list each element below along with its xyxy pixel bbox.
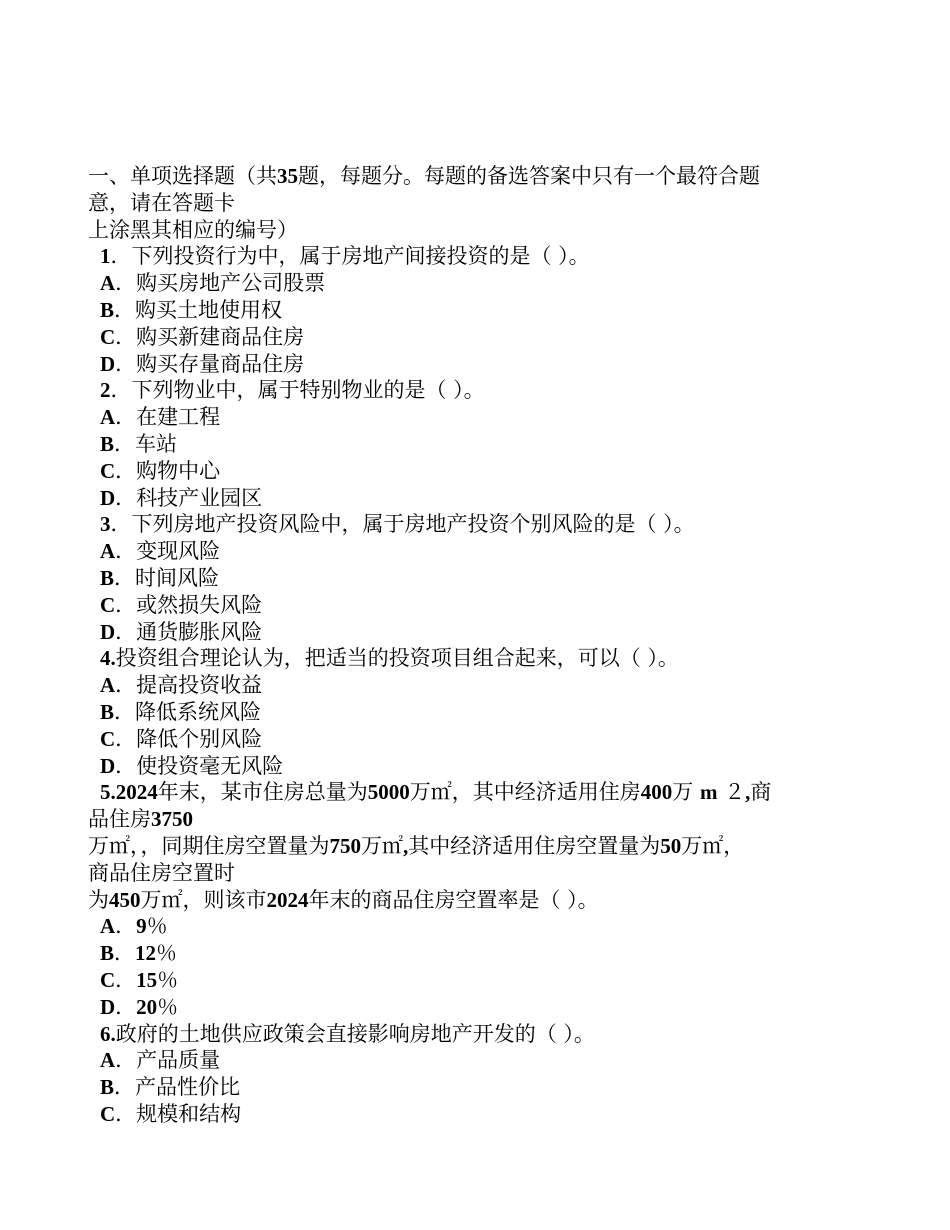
option-letter: B bbox=[100, 1075, 115, 1100]
number-value: 50 bbox=[660, 833, 682, 858]
option-text: 变现风险 bbox=[136, 539, 221, 564]
number-value: 400 bbox=[640, 780, 673, 805]
option-text: 降低个别风险 bbox=[136, 726, 263, 751]
option-letter: C bbox=[100, 726, 116, 751]
question-5-stem-line-5 bbox=[88, 887, 868, 914]
separator: ． bbox=[115, 539, 137, 564]
option-value: 15 bbox=[136, 967, 158, 992]
question-text: 为 bbox=[88, 887, 109, 912]
question-number: 1 bbox=[100, 244, 111, 269]
option-letter: D bbox=[100, 351, 116, 376]
question-1-option-a bbox=[88, 270, 868, 297]
option-letter: A bbox=[100, 1048, 116, 1073]
option-unit: ％ bbox=[157, 994, 179, 1019]
question-6-option-b bbox=[88, 1074, 868, 1101]
question-text: 万 bbox=[672, 780, 694, 805]
option-letter: A bbox=[100, 539, 116, 564]
question-5-option-b bbox=[88, 940, 868, 967]
separator: ． bbox=[115, 405, 137, 430]
option-text: 使投资毫无风险 bbox=[136, 753, 284, 778]
option-text: 或然损失风险 bbox=[136, 592, 263, 617]
option-letter: A bbox=[100, 673, 116, 698]
question-2-option-b bbox=[88, 431, 868, 458]
separator: ． bbox=[115, 619, 137, 644]
question-count: 35 bbox=[277, 164, 298, 188]
option-letter: B bbox=[100, 297, 115, 322]
question-2-option-d bbox=[88, 485, 868, 512]
number-value: 5000 bbox=[367, 780, 410, 805]
option-text: 通货膨胀风险 bbox=[136, 619, 263, 644]
option-letter: C bbox=[100, 592, 116, 617]
separator: ． bbox=[114, 565, 136, 590]
option-text: 规模和结构 bbox=[136, 1101, 242, 1126]
separator: ． bbox=[115, 1048, 137, 1073]
question-text: 政府的土地供应政策会直接影响房地产开发的（ ）。 bbox=[115, 1021, 595, 1046]
number-value: 2024 bbox=[266, 887, 309, 912]
question-text: 年末的商品住房空置率是（ ）。 bbox=[308, 887, 599, 912]
option-unit: ％ bbox=[146, 914, 168, 939]
option-value: 9 bbox=[136, 914, 147, 939]
option-letter: C bbox=[100, 324, 116, 349]
separator: ． bbox=[114, 1075, 136, 1100]
option-unit: ％ bbox=[157, 967, 179, 992]
question-number: 6. bbox=[100, 1021, 116, 1046]
question-text: 投资组合理论认为，把适当的投资项目组合起来，可以（ ）。 bbox=[115, 646, 679, 671]
punctuation: , bbox=[403, 833, 409, 858]
question-text: 下列物业中，属于特别物业的是（ ）。 bbox=[131, 378, 485, 403]
question-2-stem bbox=[88, 377, 868, 404]
option-letter: D bbox=[100, 485, 116, 510]
option-letter: A bbox=[100, 914, 116, 939]
question-1-stem bbox=[88, 243, 868, 270]
question-1-option-d bbox=[88, 351, 868, 378]
separator: ． bbox=[110, 378, 132, 403]
question-1-option-c bbox=[88, 324, 868, 351]
separator: ． bbox=[114, 941, 136, 966]
question-4-option-a bbox=[88, 672, 868, 699]
question-5-stem-line-1 bbox=[88, 779, 868, 806]
section-header-line-2: 意，请在答题卡 bbox=[88, 190, 235, 215]
question-text: 下列房地产投资风险中，属于房地产投资个别风险的是（ ）。 bbox=[131, 512, 695, 537]
question-6-option-c bbox=[88, 1101, 868, 1128]
option-letter: B bbox=[100, 565, 115, 590]
separator: ． bbox=[114, 297, 136, 322]
option-text: 购买土地使用权 bbox=[135, 297, 283, 322]
option-letter: B bbox=[100, 941, 115, 966]
question-text: 其中经济适用住房空置量为 bbox=[408, 833, 661, 858]
question-5-option-d bbox=[88, 994, 868, 1021]
question-4-option-c bbox=[88, 726, 868, 753]
question-number: 3 bbox=[100, 512, 111, 537]
separator: ． bbox=[115, 753, 137, 778]
question-text: 年末，某市住房总量为 bbox=[157, 780, 368, 805]
option-text: 产品质量 bbox=[136, 1048, 221, 1073]
option-letter: A bbox=[100, 271, 116, 296]
separator: ． bbox=[115, 458, 137, 483]
question-4-stem bbox=[88, 645, 868, 672]
option-unit: ％ bbox=[156, 941, 178, 966]
separator: ． bbox=[115, 967, 137, 992]
section-header-line-3: 上涂黑其相应的编号） bbox=[88, 217, 298, 242]
question-5-option-c bbox=[88, 967, 868, 994]
option-letter: C bbox=[100, 458, 116, 483]
option-value: 20 bbox=[136, 994, 158, 1019]
question-5-stem-line-2 bbox=[88, 806, 868, 833]
option-text: 购买新建商品住房 bbox=[136, 324, 305, 349]
question-text: 万㎡， bbox=[681, 833, 745, 858]
option-letter: B bbox=[100, 431, 115, 456]
option-letter: C bbox=[100, 967, 116, 992]
separator: ． bbox=[115, 271, 137, 296]
question-3-option-b bbox=[88, 565, 868, 592]
question-text: 下列投资行为中，属于房地产间接投资的是（ ）。 bbox=[131, 244, 590, 269]
header-text: 一、单项选择题（共 bbox=[88, 164, 277, 188]
question-text: 品住房 bbox=[88, 807, 151, 832]
question-5-stem-line-4: 商品住房空置时 bbox=[88, 860, 235, 885]
question-3-option-d bbox=[88, 619, 868, 646]
option-letter: B bbox=[100, 699, 115, 724]
separator: ． bbox=[110, 512, 132, 537]
question-text: 万㎡，，同期住房空置量为 bbox=[88, 833, 330, 858]
separator: ． bbox=[114, 431, 136, 456]
question-1-option-b bbox=[88, 297, 868, 324]
option-letter: D bbox=[100, 753, 116, 778]
section-header-line-1 bbox=[88, 163, 868, 190]
option-text: 降低系统风险 bbox=[135, 699, 262, 724]
unit-exponent: ２ bbox=[724, 780, 746, 805]
question-3-option-a bbox=[88, 538, 868, 565]
question-text: 商 bbox=[750, 780, 772, 805]
question-text: 万㎡，其中经济适用住房 bbox=[409, 780, 641, 805]
separator: ． bbox=[115, 673, 137, 698]
question-6-stem bbox=[88, 1021, 868, 1048]
option-letter: D bbox=[100, 994, 116, 1019]
option-text: 车站 bbox=[135, 431, 178, 456]
question-4-option-d bbox=[88, 753, 868, 780]
option-text: 产品性价比 bbox=[135, 1075, 241, 1100]
header-text: 题，每题分。每题的备选答案中只有一个最符合题 bbox=[298, 164, 760, 188]
option-text: 在建工程 bbox=[136, 405, 221, 430]
option-letter: A bbox=[100, 405, 116, 430]
unit-letter: m bbox=[699, 780, 718, 805]
option-text: 购买存量商品住房 bbox=[136, 351, 305, 376]
option-letter: D bbox=[100, 619, 116, 644]
separator: ． bbox=[115, 351, 137, 376]
question-2-option-c bbox=[88, 458, 868, 485]
option-text: 时间风险 bbox=[135, 565, 220, 590]
question-number: 4. bbox=[100, 646, 116, 671]
number-value: 450 bbox=[109, 887, 141, 912]
question-3-stem bbox=[88, 511, 868, 538]
question-number: 5.2024 bbox=[100, 780, 158, 805]
document-page bbox=[88, 163, 868, 1128]
separator: ． bbox=[115, 1101, 137, 1126]
question-4-option-b bbox=[88, 699, 868, 726]
question-5-option-a bbox=[88, 913, 868, 940]
number-value: 3750 bbox=[151, 807, 193, 832]
question-6-option-a bbox=[88, 1047, 868, 1074]
separator: ． bbox=[115, 914, 137, 939]
option-text: 提高投资收益 bbox=[136, 673, 263, 698]
separator: ． bbox=[115, 726, 137, 751]
separator: ． bbox=[115, 592, 137, 617]
question-number: 2 bbox=[100, 378, 111, 403]
separator: ． bbox=[114, 699, 136, 724]
question-2-option-a bbox=[88, 404, 868, 431]
separator: ． bbox=[110, 244, 132, 269]
option-text: 科技产业园区 bbox=[136, 485, 263, 510]
punctuation: , bbox=[745, 780, 751, 805]
separator: ． bbox=[115, 324, 137, 349]
question-3-option-c bbox=[88, 592, 868, 619]
option-value: 12 bbox=[135, 941, 157, 966]
question-text: 万㎡，则该市 bbox=[140, 887, 267, 912]
option-letter: C bbox=[100, 1101, 116, 1126]
question-text: 万㎡ bbox=[361, 833, 403, 858]
option-text: 购物中心 bbox=[136, 458, 221, 483]
option-text: 购买房地产公司股票 bbox=[136, 271, 326, 296]
number-value: 750 bbox=[329, 833, 361, 858]
separator: ． bbox=[115, 485, 137, 510]
separator: ． bbox=[115, 994, 137, 1019]
question-5-stem-line-3 bbox=[88, 833, 868, 860]
